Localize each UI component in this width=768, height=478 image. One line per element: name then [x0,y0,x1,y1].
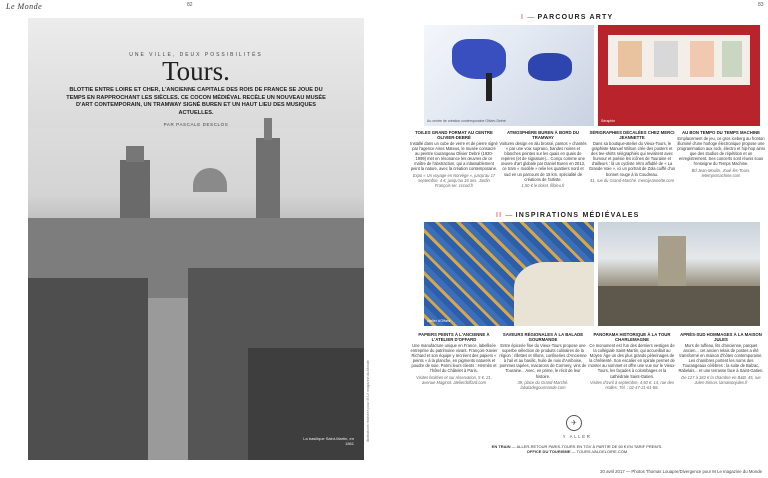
section-title: PARCOURS ARTY [537,14,614,21]
item-address: Expo « Un voyage en Norvège », jusqu'au 17 septembre, 4 €, jusqu'au 18 ans. Jardin François-Ier. cccod.fr [412,172,496,188]
street [148,298,188,460]
photo-caption: La basilique Saint-Martin, en 1861 [303,436,354,446]
side-credit: Illustrations réalisées pour M Le magazine du Monde [366,360,370,443]
item-heading: PAPIERS PEINTS À L'ANCIENNE À L'ATELIER D'OFFARD [418,332,490,342]
item-heading: PANORAMA HISTORIQUE À LA TOUR CHARLEMAGNE [593,332,671,342]
item-heading: ATMOSPHÈRE BUREN À BORD DU TRAMWAY [506,130,579,140]
photo-tour-charlemagne [598,222,760,326]
section-title: INSPIRATIONS MÉDIÉVALES [515,212,640,219]
item-ccod [410,130,498,188]
photo-merci-jeannette [598,25,760,126]
article-dek: BLOTTIE ENTRE LOIRE ET CHER, L'ANCIENNE CAPITALE DES ROIS DE FRANCE SE JOUE DU TEMPS EN RAPPROCHANT LES SIÈCLES. CE COCON MÉDIÉVAL RECÈLE UN NOUVEAU MUSÉE D'ART CONTEMPORAIN, UN TRAMWAY SIGNÉ BUREN ET UN HAUT LIEU DES MUSIQUES ACTUELLES. [66,87,326,116]
item-balade-gourmande [499,332,587,390]
page-number-left: 82 [187,2,193,8]
poster-2 [654,41,678,77]
photo-atelier-offard [424,222,594,326]
item-address: Visites d'avril à septembre, 4,50 €. 14, rue des Halles. Tél. : 02-47-21-61-88. [590,379,674,390]
blue-artwork [452,39,506,79]
section-number: II — [496,212,514,219]
dome [193,168,227,192]
item-body: Emplacement de jeu, ce gros iceberg au fronton illuminé d'une horloge électronique propose une programmation aux rock, électro et hip-hop ainsi que des studios de répétition et un enregistrement. Ses concerts sont réunis sous l'enseigne du Temps Machine. [677,136,765,167]
train-info: — ALLER-RETOUR PARIS-TOURS EN TGV À PARTIR DE 50 € EN TARIF PREM'S. [511,444,663,449]
item-tramway [499,130,587,188]
roofs [598,286,760,326]
photo-credits: 20 avril 2017 — Photos Thomas Louapre/Divergence pour M Le magazine du Monde [600,469,762,474]
photo-label: Atelier d'Offard [427,319,451,323]
item-heading: AU BON TEMPO DU TEMPS MACHINE [681,130,761,135]
item-address: 41, rue du Grand-Marché. mercijeannette.com [590,177,674,183]
y-aller-heading: Y ALLER [562,434,592,439]
blue-artwork-2 [528,53,572,81]
item-body: Ce monument est l'un des derniers vestiges de la collégiale Saint-Martin, qui accueillait au Moyen Âge un des plus grands pèlerinages de la chrétienté. Son escalier en spirale permet de monter au sommet et offre une vue sur le Vieux-Tours, les façades à colombages et la cathédrale Saint-Gatien. [588,343,676,379]
item-merci-jeannette [588,130,676,183]
poster-1 [618,41,642,77]
item-heading: TOILES GRAND FORMAT AU CENTRE OLIVIER-DEBRÉ [415,130,493,140]
item-heading: APRÈS-SUD HOMMAGES À LA MAISON JULES [680,332,762,342]
photo-label: Séraphin [601,119,616,123]
item-maison-jules [677,332,765,385]
paper-roll [514,262,594,326]
train-label: EN TRAIN [491,444,511,449]
visitor [486,73,492,101]
photo-ccod [424,25,594,126]
item-address: Visites limitées et sur réservation, 5 €. 21, avenue Maginot. atelierdoffard.com [416,374,492,385]
item-address: De 127 à 182 € la chambre en B&B. 45, rue Jules-Simon. lamaisonjules.fr [681,374,761,385]
item-body: Installé dans un cube de verre et de pierre signé par l'agence Aires Mateus, le musée consacré au peintre tourangeau Olivier Debré (1920-1999) met en résonance les œuvres de ce maître de l'abstraction, qui a inlassablement peint la nature, avec la création contemporaine. [410,141,498,172]
tourism-info: — TOURS-VALDELOIRE.COM [571,449,628,454]
item-body: Murs de tuffeau, lits d'ancienne, parquet ancien... cet ancien relais de postes a été transformé en maison d'hôtes contemporaine. Les chambres portent les noms des Tourangeaux célèbres : la suite de Balzac, Rabelais... et une terrasse face à Saint-Gatien. [678,343,764,374]
photo-label: Au centre de création contemporaine Olivier-Debré [427,119,506,123]
item-tour-charlemagne [588,332,676,390]
kicker: UNE VILLE, DEUX POSSIBILITÉS [129,52,263,58]
item-heading: SAVEURS RÉGIONALES À LA BALADE GOURMANDE [502,332,584,342]
right-page [386,0,768,478]
item-body: Une manufacture unique en France, labellisée entreprise du patrimoine vivant. François-Xavier Richard et son équipe y recréent des papiers « peints » à la planche, en pigments naturels et poudre de soie. Parmi leurs clients : Hermès et l'hôtel du Châtelet à Paris. [410,343,498,374]
train-icon: ✈ [566,415,582,431]
section-heading-arty [521,14,613,21]
section-heading-medieval [496,212,639,219]
item-address: 39, place du Grand-Marché. labaladegourmande.com [517,379,569,390]
item-heading: SÉRIGRAPHIES DÉCALÉES CHEZ MERCI JEANNETTE [589,130,675,140]
magazine-logo: Le Monde [6,2,43,11]
item-address: 1,50 € le ticket. filbleu.fr [521,182,565,188]
travel-info [386,444,768,454]
poster-4 [722,41,742,77]
hero-photo [28,18,364,460]
item-body: Voitures design en alu brossé, pantos « chantés » par une voix soprano, bandes noires et blanches peintes sur les quais en quais de repères (et de signature)... Conçu comme une œuvre d'art globale par Daniel Buren en 2013, ce tram « modèle » relie les quartiers nord et sud en un parcours de 15 km. spécialité de créations de l'artiste. [499,141,587,182]
byline: PAR PASCALE DESCLOS [163,122,229,127]
item-body: Entre épicerie fine du Vieux-Tours propose une superbe sélection de produits culinaires de la région : rillettes et rillons, confiseries d'Ancienne à l'ail et au basilic, huile de noix d'Amboise, pommes tapées, macarons de Cormery, vins de Touraine... Avec, en prime, le récit de leur histoire. [499,343,587,379]
roofs-left [28,278,148,460]
item-temps-machine [677,130,765,178]
item-body: Dans sa boutique-atelier du Vieux-Tours, le graphiste Manuel Wilson crée des posters et des tee-shirts sérigraphiés qui revisitent avec humour et poésie les icônes de Touraine et d'ailleurs : là un cycliste rétro affublé de « La Grande Voie », ici un portrait de Zola coiffé d'un bonnet rouge à la Coudreau. [588,141,676,177]
article-title: Tours. [162,56,230,86]
tourism-label: OFFICE DU TOURISME [526,449,571,454]
poster-3 [690,41,714,77]
item-address: Bd Jean-Moulin, Joué-lès-Tours. letempsmachine.com [691,167,751,178]
item-offard [410,332,498,385]
tower-left-top [126,146,144,162]
section-number: I — [521,14,536,21]
page-number-right: 83 [758,2,764,8]
